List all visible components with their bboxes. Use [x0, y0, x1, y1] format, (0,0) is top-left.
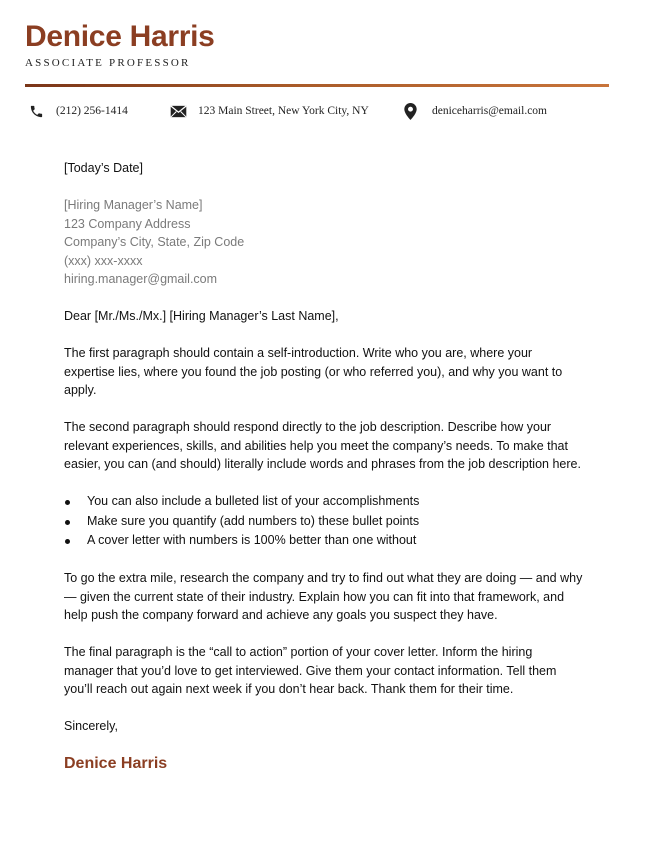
phone-icon	[27, 102, 45, 120]
letter-date: [Today’s Date]	[64, 161, 143, 175]
map-pin-icon	[401, 102, 419, 120]
email-text: deniceharris@email.com	[432, 105, 547, 117]
recipient-email: hiring.manager@gmail.com	[64, 272, 218, 286]
header-divider	[25, 84, 609, 87]
contact-email	[401, 101, 547, 121]
signature: Denice Harris	[64, 755, 168, 772]
contact-address	[169, 101, 369, 121]
contact-phone	[27, 101, 128, 121]
salutation: Dear [Mr./Ms./Mx.] [Hiring Manager’s Last Name],	[64, 309, 339, 323]
recipient-address: 123 Company Address	[64, 216, 191, 231]
paragraph-3: To go the extra mile, research the company and try to find out what they are doing — and why — given the current state of their industry. Explain how you can fit into that framework, and help push the company forward and achieve any goals you suspect they have.	[64, 571, 583, 622]
bullet-icon	[65, 500, 70, 505]
recipient-city: Company’s City, State, Zip Code	[64, 235, 245, 249]
recipient-block	[64, 196, 584, 289]
recipient-name: [Hiring Manager’s Name]	[64, 198, 203, 212]
list-item: You can also include a bulleted list of your accomplishments	[64, 492, 584, 512]
paragraph-4: The final paragraph is the “call to action” portion of your cover letter. Inform the hiring manager that you’d love to get interviewed. Give them your contact information. Tell them you’ll reach out again next week if you don’t hear back. Thank them for their time.	[64, 645, 557, 696]
letter-body	[64, 159, 584, 774]
envelope-icon	[169, 102, 187, 120]
bullet-icon	[65, 539, 70, 544]
closing: Sincerely,	[64, 719, 118, 733]
job-title: ASSOCIATE PROFESSOR	[25, 57, 191, 69]
paragraph-1: The first paragraph should contain a self-introduction. Write who you are, where your expertise lies, where you found the job posting (or who referred you), and why you want to apply.	[64, 346, 563, 397]
header-name: Denice Harris	[25, 20, 215, 53]
list-item: A cover letter with numbers is 100% better than one without	[64, 531, 584, 551]
accomplishments-list	[64, 492, 584, 551]
recipient-phone: (xxx) xxx-xxxx	[64, 253, 143, 268]
bullet-icon	[65, 520, 70, 525]
phone-text: (212) 256-1414	[56, 105, 128, 117]
list-item: Make sure you quantify (add numbers to) these bullet points	[64, 512, 584, 532]
paragraph-2: The second paragraph should respond directly to the job description. Describe how your relevant experiences, skills, and abilities help you meet the company’s needs. To make that easier, you can (and should) literally include words and phrases from the job description here.	[64, 420, 581, 471]
address-text: 123 Main Street, New York City, NY	[198, 105, 369, 117]
